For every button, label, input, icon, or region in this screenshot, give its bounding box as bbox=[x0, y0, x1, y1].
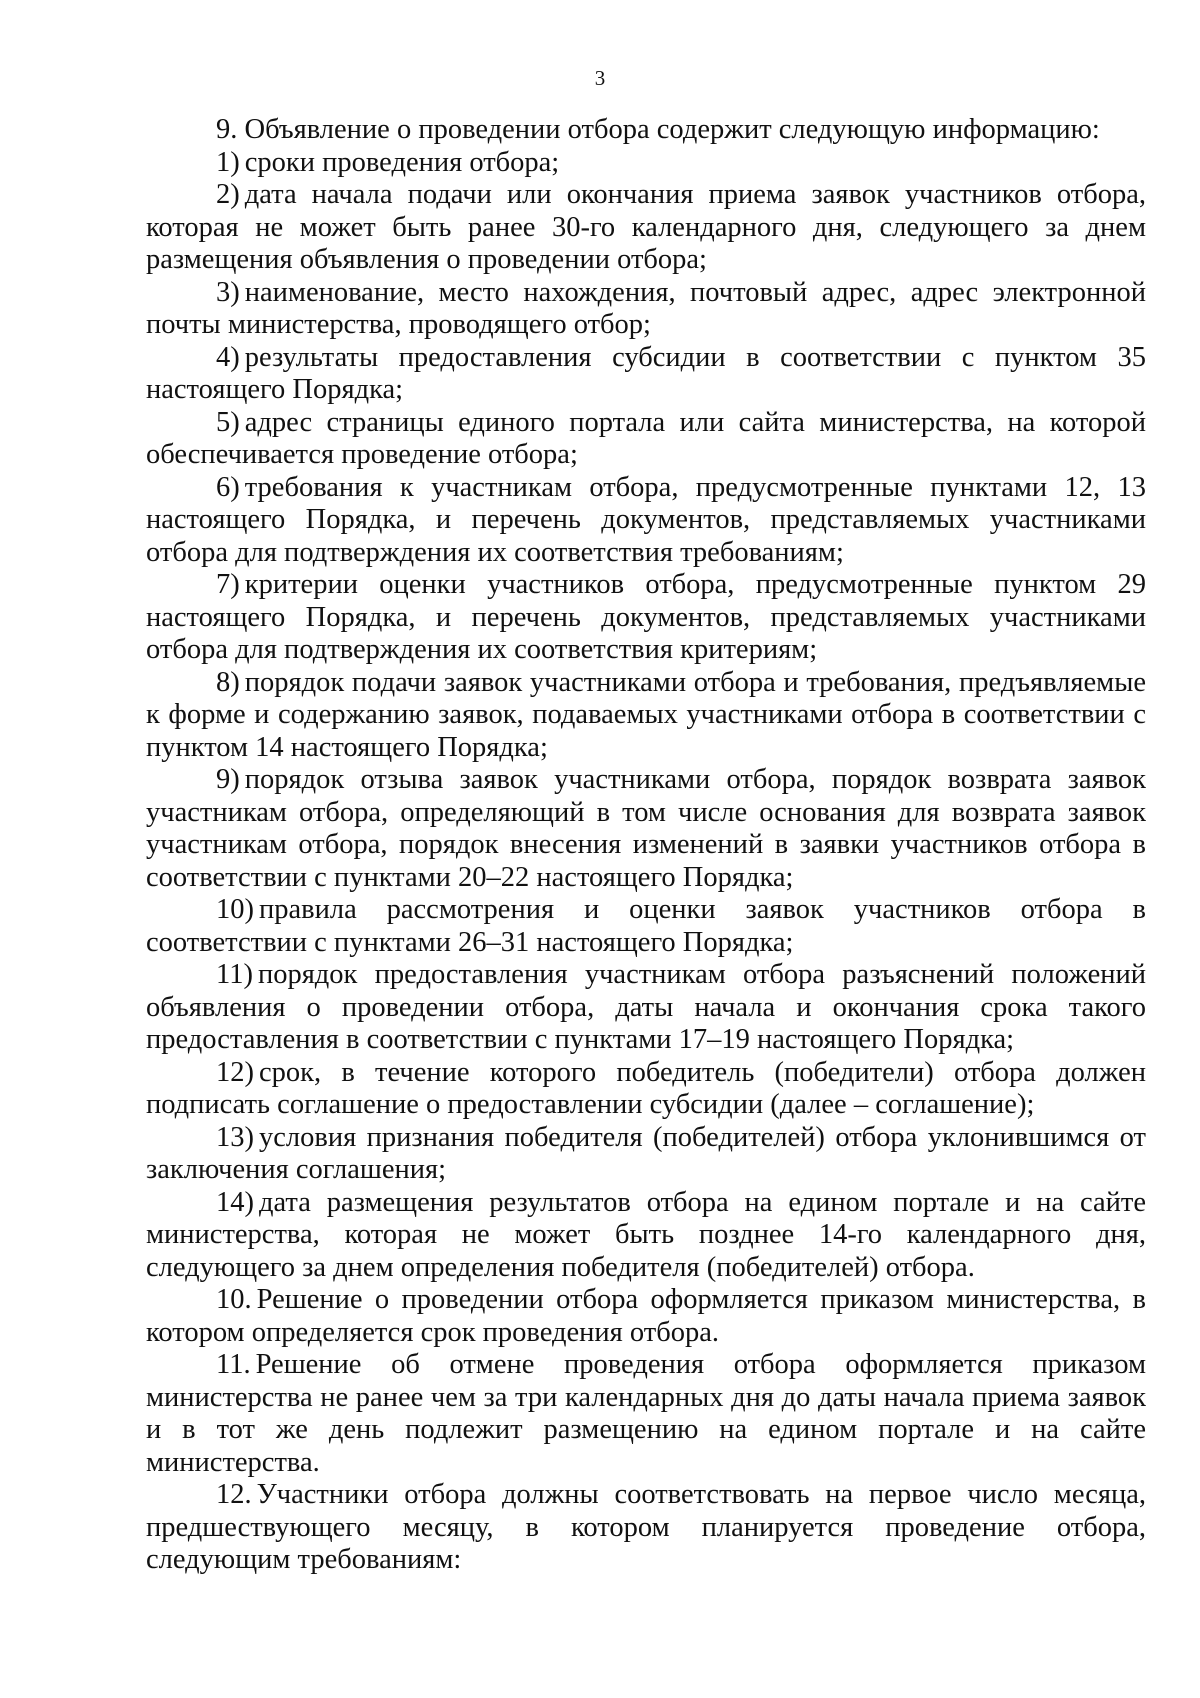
list-item-text: срок, в течение которого победитель (победители) отбора должен подписать соглашение о предоставлении субсидии (далее – соглашение); bbox=[146, 1056, 1146, 1120]
list-item bbox=[146, 959, 1146, 1057]
list-item-number: 7) bbox=[216, 569, 240, 600]
list-item bbox=[146, 569, 1146, 667]
list-item bbox=[146, 667, 1146, 765]
section-12-paragraph bbox=[146, 1479, 1146, 1577]
list-item-number: 14) bbox=[216, 1186, 254, 1218]
list-item bbox=[146, 1057, 1146, 1122]
list-item-text: сроки проведения отбора; bbox=[244, 146, 560, 178]
list-item-text: дата размещения результатов отбора на едином портале и на сайте министерства, которая не может быть позднее 14-го календарного дня, следующего за днем определения победителя (победителей) отбора. bbox=[146, 1186, 1146, 1283]
section-11-paragraph bbox=[146, 1349, 1146, 1479]
list-item-number: 11) bbox=[216, 959, 253, 990]
section-text: Участники отбора должны соответствовать на первое число месяца, предшествующего месяцу, в котором планируется проведение отбора, следующим требованиям: bbox=[146, 1479, 1146, 1575]
list-item-text: правила рассмотрения и оценки заявок участников отбора в соответствии с пунктами 26–31 настоящего Порядка; bbox=[146, 894, 1146, 958]
list-item-text: наименование, место нахождения, почтовый адрес, адрес электронной почты министерства, проводящего отбор; bbox=[146, 276, 1146, 340]
list-item-number: 3) bbox=[216, 276, 240, 308]
list-item-text: условия признания победителя (победителей) отбора уклонившимся от заключения соглашения; bbox=[146, 1121, 1146, 1185]
list-item-number: 2) bbox=[216, 179, 240, 210]
list-item bbox=[146, 407, 1146, 472]
list-item-text: требования к участникам отбора, предусмотренные пунктами 12, 13 настоящего Порядка, и перечень документов, представляемых участниками отбора для подтверждения их соответствия требованиям; bbox=[146, 471, 1146, 568]
section-9-intro: 9. Объявление о проведении отбора содержит следующую информацию: bbox=[216, 114, 1100, 145]
list-item bbox=[146, 1187, 1146, 1285]
list-item-number: 5) bbox=[216, 406, 240, 438]
section-text: Решение о проведении отбора оформляется приказом министерства, в котором определяется срок проведения отбора. bbox=[146, 1284, 1146, 1348]
list-item-number: 4) bbox=[216, 341, 240, 373]
section-number: 10. bbox=[216, 1284, 252, 1315]
section-text: Решение об отмене проведения отбора оформляется приказом министерства не ранее чем за три календарных дня до даты начала приема заявок и в тот же день подлежит размещению на едином портале и на сайте министерства. bbox=[146, 1349, 1146, 1478]
list-item-text: результаты предоставления субсидии в соответствии с пунктом 35 настоящего Порядка; bbox=[146, 341, 1146, 405]
list-item-number: 1) bbox=[216, 146, 240, 178]
list-item-text: порядок предоставления участникам отбора разъяснений положений объявления о проведении отбора, даты начала и окончания срока такого предоставления в соответствии с пунктами 17–19 настоящего Порядка; bbox=[146, 959, 1146, 1055]
list-item bbox=[146, 277, 1146, 342]
list-item-text: порядок отзыва заявок участниками отбора, порядок возврата заявок участникам отбора, определяющий в том числе основания для возврата заявок участникам отбора, порядок внесения изменений в заявки участников отбора в соответствии с пунктами 20–22 настоящего Порядка; bbox=[146, 764, 1146, 893]
list-item bbox=[146, 147, 1146, 180]
list-item-text: порядок подачи заявок участниками отбора и требования, предъявляемые к форме и содержанию заявок, подаваемых участниками отбора в соответствии с пунктом 14 настоящего Порядка; bbox=[146, 666, 1146, 763]
list-item-number: 8) bbox=[216, 666, 240, 698]
list-item bbox=[146, 1122, 1146, 1187]
page-number: 3 bbox=[594, 66, 606, 90]
list-item-text: критерии оценки участников отбора, предусмотренные пунктом 29 настоящего Порядка, и перечень документов, представляемых участниками отбора для подтверждения их соответствия критериям; bbox=[146, 569, 1146, 665]
section-10-paragraph bbox=[146, 1284, 1146, 1349]
list-item-number: 9) bbox=[216, 764, 240, 795]
list-item-text: дата начала подачи или окончания приема заявок участников отбора, которая не может быть ранее 30-го календарного дня, следующего за днем размещения объявления о проведении отбора; bbox=[146, 179, 1146, 275]
list-item bbox=[146, 472, 1146, 570]
list-item-number: 13) bbox=[216, 1121, 254, 1153]
list-item bbox=[146, 894, 1146, 959]
list-item-number: 12) bbox=[216, 1056, 254, 1088]
section-number: 12. bbox=[216, 1479, 252, 1510]
section-number: 11. bbox=[216, 1349, 251, 1380]
document-body bbox=[146, 114, 1146, 1577]
list-item-text: адрес страницы единого портала или сайта министерства, на которой обеспечивается проведение отбора; bbox=[146, 406, 1146, 470]
list-item bbox=[146, 342, 1146, 407]
list-item bbox=[146, 179, 1146, 277]
list-item-number: 6) bbox=[216, 471, 240, 503]
list-item bbox=[146, 764, 1146, 894]
list-item-number: 10) bbox=[216, 894, 254, 925]
